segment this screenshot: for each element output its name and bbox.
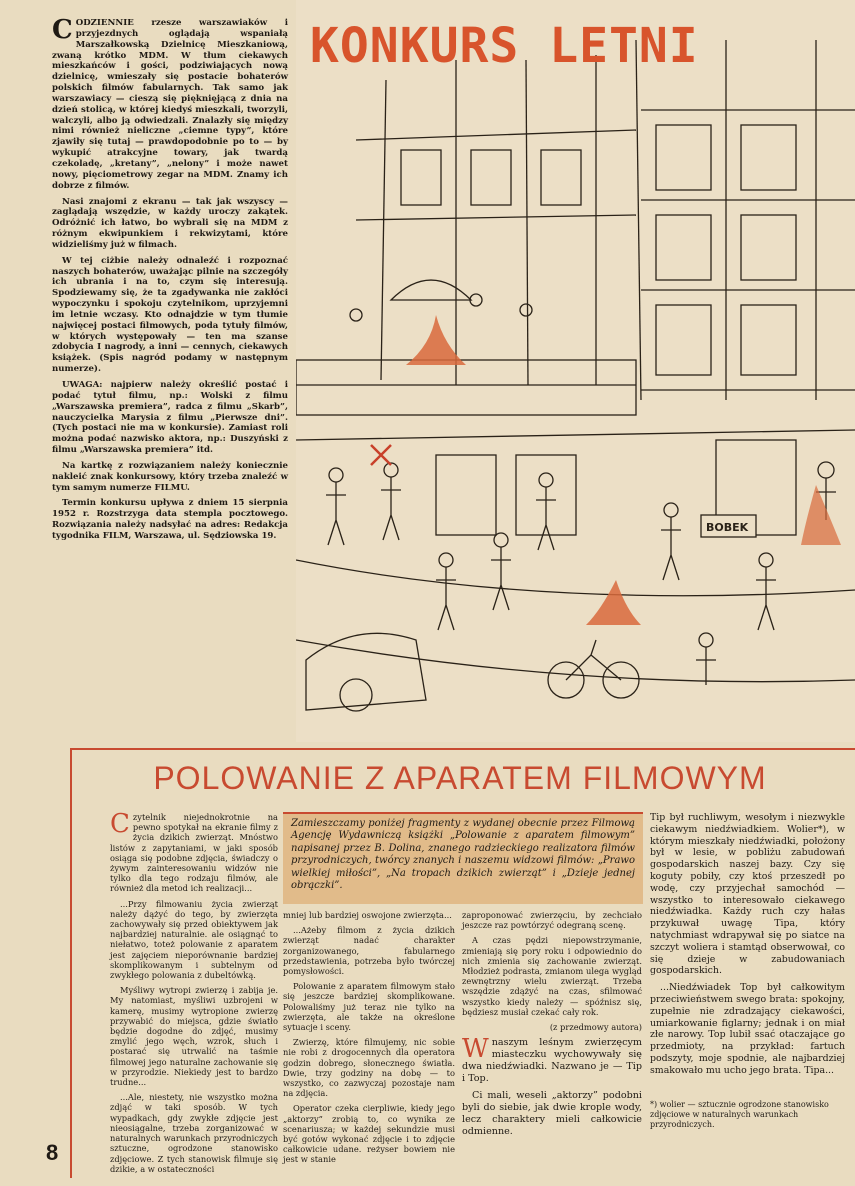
article-dropcap-c: C [110, 809, 130, 839]
article-col1-p2: ...Przy filmowaniu życia zwierząt należy dążyć do tego, by zwierzęta zachowywały się przed obiektywem jak najbardziej naturalnie. ale osiągnąć to niełatwo, toteż polowanie z aparatem jest zajęciem nieporównanie bardziej skomplikowanym i subtelnym od zwykłego polowania z dubeltówką. [110, 898, 278, 981]
article-col1-p3: Myśliwy wytropi zwierzę i zabija je. My natomiast, myśliwi uzbrojeni w kamerę, musimy wytropione zwierzę przywabić do miejsca, gdzie światło będzie dogodne do zdjęć, musimy zmylić jego węch, wzrok, słuch i postarać się utrwalić na taśmie filmowej jego naturalne zachowanie się w przyrodzie. Niekiedy jest to bardzo trudne... [110, 985, 278, 1088]
shop-sign-text: BOBEK [706, 521, 749, 534]
contest-paragraph-2: Nasi znajomi z ekranu — tak jak wszyscy — zaglądają wszędzie, w każdy uroczy zakątek. Odróżnić ich łatwo, bo wybrali się na MDM z różnym ekwipunkiem i rekwizytami, które widzieliśmy już w filmach. [52, 196, 288, 250]
contest-headline: KONKURS LETNI [310, 18, 699, 74]
article-column-2 [283, 910, 455, 1165]
contest-paragraph-5: Na kartkę z rozwiązaniem należy koniecznie nakleić znak konkursowy, który trzeba znaleźć w tym samym numerze FILMU. [52, 460, 288, 493]
article-column-3 [462, 910, 642, 1142]
article-col2-p5: Operator czeka cierpliwie, kiedy jego „aktorzy” zrobią to, co wynika ze scenariusza; w każdej sekundzie musi być gotów wykonać zdjęcie i to zdjęcie całkowicie udane. reżyser bowiem nie jest w stanie [283, 1103, 455, 1165]
article-title: POLOWANIE Z APARATEM FILMOWYM [153, 760, 767, 796]
article-col4-p2: ...Niedźwiadek Top był całkowitym przeciwieństwem swego brata: spokojny, zupełnie nie zdradzający ciekawości, umiarkowanie figlarny; jednak i on miał złe narowy. Top lubił ssać otaczające go przedmioty, na przykład: fartuch podszyty, moje spodnie, ale najbardziej smakowało mu ucho jego brata. Tipa... [650, 982, 845, 1076]
contest-illustration [296, 0, 855, 742]
page-number: 8 [46, 1140, 59, 1165]
article-dropcap-w: W [462, 1034, 489, 1065]
article-col3-p4: Ci mali, weseli „aktorzy” podobni byli do siebie, jak dwie krople wody, lecz charaktery mieli całkowicie odmienne. [462, 1090, 642, 1138]
article-col4-p1: Tip był ruchliwym, wesołym i niezwykle ciekawym niedźwiadkiem. Wolier*), w którym mieszkały niedźwiadki, położony był w lesie, w pobliżu zabudowań gospodarskich naszej bazy. Czy się koguty pobiły, czy ktoś przeszedł po wodę, czy przyjechał samochód — wszystko to interesowało ciekawego niedźwiadka. Każdy ruch czy hałas przykuwał uwagę Tipa, który natychmiast wdrapywał się po siatce na szczyt woliera i stamtąd obserwował, co się dzieje w zabudowaniach gospodarskich. [650, 812, 845, 977]
article-col3-p1: zaproponować zwierzęciu, by zechciało jeszcze raz powtórzyć odegraną scenę. [462, 910, 642, 931]
article-col1-p1: zytelnik niejednokrotnie na pewno spotykał na ekranie filmy z życia dzikich zwierząt. Mnóstwo listów z zapytaniami, w jaki sposób osiąga się podobne zdjęcia, świadczy o żywym zainteresowaniu widzów nie tylko dla tego rodzaju filmów, ale również dla metod ich realizacji... [110, 812, 278, 894]
article-column-1 [110, 809, 278, 1174]
article-col3-p2: A czas pędzi niepowstrzymanie, zmieniają się pory roku i odpowiednio do nich zmienia się zachowanie zwierząt. Młodzież podrasta, zmianom ulega wygląd zewnętrzny wielu zwierząt. Trzeba wszędzie zdążyć na czas, sfilmować wszystko kiedy należy — spóźnisz się, będziesz musiał czekać cały rok. [462, 935, 642, 1017]
article-col2-p1: mniej lub bardziej oswojone zwierzęta... [283, 910, 452, 920]
article-col2-p3: Polowanie z aparatem filmowym stało się jeszcze bardziej skomplikowane. Polowaliśmy już teraz nie tylko na zwierzęta, ale także na określone sytuacje i sceny. [283, 981, 455, 1033]
article-col3-credit: (z przedmowy autora) [549, 1022, 642, 1033]
contest-dropcap: C [52, 15, 73, 45]
contest-paragraph-1: ODZIENNIE rzesze warszawiaków i przyjezdnych oglądają wspaniałą Marszałkowską Dzielnicę Mieszkaniową, zwaną krótko MDM. W tłum ciekawych mieszkańców i gości, podziwiających nową dzielnicę, wmieszały się postacie bohaterów polskich filmów fabularnych. Tak samo jak warszawiacy — cieszą się pięknięjącą z dnia na dzień stolicą, w której kiedyś mieszkali, tworzyli, walczyli, albo ją odwiedzali. Znalazły się między nimi również nieliczne „ciemne typy”, które zjawiły się tutaj — prawdopodobnie po to — by wykupić atrakcyjne towary, jak twardą czekoladę, „kretany”, „nelony” i może nawet nowy, pięciometrowy zegar na MDM. Znamy ich dobrze z filmów. [52, 18, 288, 191]
uwaga-label: UWAGA: [62, 380, 103, 390]
article-col2-p2: ...Ażeby filmom z życia dzikich zwierząt nadać charakter zorganizowanego, fabularnego przedstawienia, potrzeba było twórczej pomysłowości. [283, 925, 455, 977]
contest-paragraph-6: Termin konkursu upływa z dniem 15 sierpnia 1952 r. Rozstrzyga data stempla pocztowego. Rozwiązania należy nadsyłać na adres: Redakcja tygodnika FILM, Warszawa, ul. Sędziowska 19. [52, 498, 288, 541]
article-col2-p4: Zwierzę, które filmujemy, nic sobie nie robi z drogocennych dla operatora godzin dobrego, słonecznego światła. Dwie, trzy godziny na dobę — to wszystko, co zazwyczaj pozostaje nam na zdjęcia. [283, 1037, 455, 1099]
article-intro: Zamieszczamy poniżej fragmenty z wydanej obecnie przez Filmową Agencję Wydawniczą książki „Polowanie z aparatem filmowym” napisanej przez B. Dolina, znanego radzieckiego realizatora filmów przyrodniczych, twórcy znanych i naszemu widzowi filmów: „Prawo wielkiej miłości”, „Na tropach dzikich zwierząt” i „Dzieje jednej obrączki”. [283, 812, 643, 904]
contest-paragraph-4: najpierw należy określić postać i podać tytuł filmu, np.: Wolski z filmu „Warszawska premiera”, radca z filmu „Skarb”, nauczycielka Marysia z filmu „Pierwsze dni”. (Tych postaci nie ma w konkursie). Zamiast roli można podać nazwisko aktora, np.: Duszyński z filmu „Warszawska premiera” itd. [52, 380, 288, 456]
article-column-4 [650, 812, 845, 1097]
article-col3-p3: naszym leśnym zwierzęcym miasteczku wychowywały się dwa niedźwiadki. Nazwano je — Tip i Top. [462, 1037, 642, 1085]
contest-paragraph-3: W tej ciżbie należy odnaleźć i rozpoznać naszych bohaterów, uważając pilnie na szczegóły ich ubrania i na to, czym się interesują. Spodziewamy się, że ta zgadywanka nie zakłóci wypoczynku i spokoju czytelnikom, uprzyjemni im letnie wczasy. Kto odnajdzie w tym tłumie najwięcej postaci filmowych, poda tytuły filmów, w których występowały — ten ma szanse zdobycia I nagrody, a inni — cennych, ciekawych książek. (Spis nagród podamy w następnym numerze). [52, 255, 288, 375]
article-footnote: *) wolier — sztucznie ogrodzone stanowisko zdjęciowe w naturalnych warunkach przyrodniczych. [650, 1100, 829, 1129]
contest-column [52, 15, 288, 743]
article-col1-p4: ...Ale, niestety, nie wszystko można zdjąć w taki sposób. W tych wypadkach, gdy zwykłe zdjęcie jest nieosiągalne, trzeba zorganizować w naturalnych warunkach przyrodniczych sztuczne, ogrodzone stanowisko zdjęciowe. Z tych stanowisk filmuje się dzikie, a w ostateczności [110, 1092, 278, 1174]
